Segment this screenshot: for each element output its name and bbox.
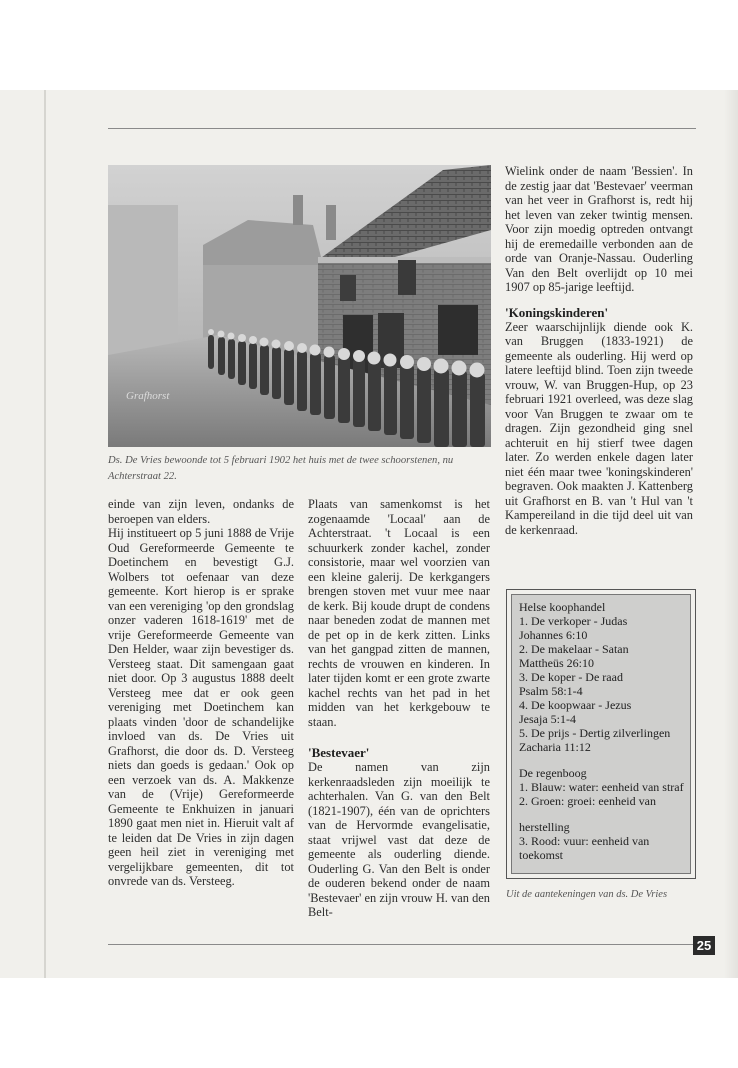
section-heading-bestevaer: 'Bestevaer' xyxy=(308,745,370,760)
notes-caption: Uit de aantekeningen van ds. De Vries xyxy=(506,889,668,900)
section-heading-koningskinderen: 'Koningskinderen' xyxy=(505,304,609,320)
page-number: 25 xyxy=(693,936,715,955)
paragraph: De namen van zijn kerkenraadsleden zijn moeilijk te achterhalen. Van G. van den Belt (1821-1907), één van de oprichters van de Hervormde evangelisatie, staat vrijwel vast dat deze de gemeente als ouderling diende. Ouderling G. Van den Belt is onder de ouderen bekend onder de naam 'Bestevaer' en zijn vrouw H. van den Belt- xyxy=(308,760,490,919)
paragraph: Zeer waarschijnlijk diende ook K. van Bruggen (1833-1921) de gemeente als ouderling. Hij werd op latere leeftijd blind. Toen zijn tweede vrouw, W. van Bruggen-Hup, op 23 februari 1921 overleed, was deze slag voor Van Bruggen te zwaar om te dragen. Zijn gezondheid ging snel achteruit en hij stierf twee dagen later. Zo werden enkele dagen later niet één maar twee 'koningskinderen' begraven. Ook maakten J. Kattenberg uit Grafhorst en B. van 't Hul van 't Kampereiland in die tijd deel uit van de kerkenraad. xyxy=(505,319,693,537)
notes-line: Mattheüs 26:10 xyxy=(519,656,594,670)
notes-line: 3. De koper - De raad xyxy=(519,670,623,684)
paragraph: einde van zijn leven, ondanks de beroepen van elders. xyxy=(108,497,294,526)
street-photo xyxy=(108,165,491,447)
notes-line: toekomst xyxy=(519,848,563,862)
top-rule xyxy=(108,128,696,129)
bottom-rule xyxy=(108,944,693,945)
street-photo-illustration xyxy=(108,165,491,447)
notes-line: Jesaja 5:1-4 xyxy=(519,712,576,726)
column-1 xyxy=(108,497,294,889)
paragraph: Wielink onder de naam 'Bessien'. In de zestig jaar dat 'Bestevaer' veerman van het veer in Grafhorst is, redt hij het leven van zeker twintig mensen. Voor zijn moedig optreden ontvangt hij de eremedaille verbonden aan de orde van Oranje-Nassau. Ouderling Van den Belt overlijdt op 10 mei 1907 op 85-jarige leeftijd. xyxy=(505,164,693,294)
notes-line: Johannes 6:10 xyxy=(519,628,588,642)
notes-box-inner xyxy=(511,594,691,874)
notes-spacer xyxy=(519,808,685,820)
paragraph: Hij institueert op 5 juni 1888 de Vrije Oud Gereformeerde Gemeente te Doetinchem en bevestigt G.J. Wolbers tot oefenaar van deze gemeente. Kort hierop is er sprake van een vereniging 'op den grondslag onzer vaderen 1618-1619' met de vrije Gereformeerde Gemeente van Den Helder, waar zijn bevestiger ds. Versteeg staat. Dit samengaan gaat niet door. Op 3 augustus 1888 deelt Versteeg mee dat er ook geen vereniging met Doetinchem kan plaats vinden 'door de schandelijke invloed van ds. De Vries uit Grafhorst, die door ds. D. Versteeg niets dan goeds is gedaan.' Ook op een verzoek van ds. A. Makkenze van de (Vrije) Gereformeerde Gemeente te Enkhuizen in januari 1890 gaat men niet in. Hieruit valt af te leiden dat De Vries in zijn dagen geen heil ziet in vereniging met vergelijkbare gemeenten, dit tot onvrede van ds. Versteeg. xyxy=(108,526,294,888)
column-3 xyxy=(505,164,693,537)
notes-line: 1. De verkoper - Judas xyxy=(519,614,628,628)
notes-line: 5. De prijs - Dertig zilverlingen xyxy=(519,726,671,740)
notes-line: 1. Blauw: water: eenheid van straf xyxy=(519,780,684,794)
notes-line: herstelling xyxy=(519,820,570,834)
notes-title: Helse koophandel xyxy=(519,600,606,614)
notes-line: 2. De makelaar - Satan xyxy=(519,642,629,656)
notes-line: 4. De koopwaar - Jezus xyxy=(519,698,632,712)
photo-inscription: Grafhorst xyxy=(126,390,170,402)
notes-line: Psalm 58:1-4 xyxy=(519,684,583,698)
notes-line: 3. Rood: vuur: eenheid van xyxy=(519,834,650,848)
column-2 xyxy=(308,497,490,920)
page-right-edge xyxy=(724,90,738,978)
notes-spacer xyxy=(519,754,685,766)
paragraph: Plaats van samenkomst is het zogenaamde 'Locaal' aan de Achterstraat. 't Locaal is een schuurkerk zonder kachel, zonder consistorie, maar wel voorzien van een kleine galerij. De kerkgangers brengen stoven met vuur mee naar de kerk. Bij koude drupt de condens naar beneden zodat de mannen met de pet op in de kerk zitten. Links van het gangpad zitten de mannen, rechts de vrouwen en kinderen. In later tijden komt er een grote zwarte kachel rechts van het pad in het midden van het kerkgebouw te staan. xyxy=(308,497,490,729)
page-binding-edge xyxy=(44,90,46,978)
notes-line: 2. Groen: groei: eenheid van xyxy=(519,794,656,808)
photo-caption: Ds. De Vries bewoonde tot 5 februari 1902 het huis met de twee schoorstenen, nu Achterstraat 22. xyxy=(108,455,454,482)
notes-line: Zacharia 11:12 xyxy=(519,740,591,754)
notes-box xyxy=(506,589,696,879)
notes-title-2: De regenboog xyxy=(519,766,587,780)
